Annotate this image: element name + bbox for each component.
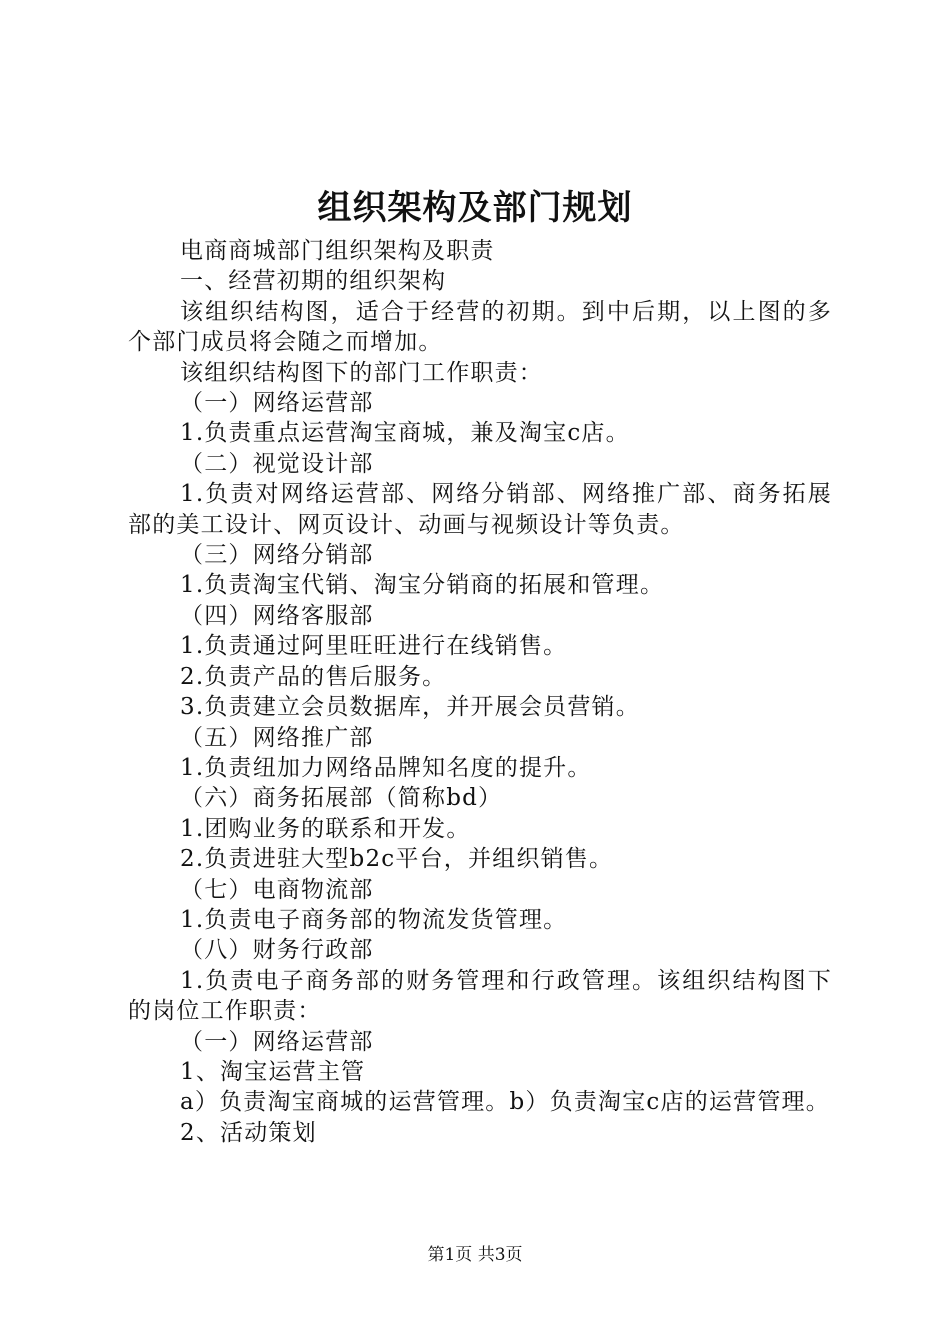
- duty-item: 1.负责重点运营淘宝商城，兼及淘宝c店。: [180, 420, 630, 447]
- paragraph: 该组织结构图，适合于经营的初期。到中后期，以上图的多个部门成员将会随之而增加。: [128, 298, 832, 356]
- duty-item: 1.负责通过阿里旺旺进行在线销售。: [180, 633, 568, 660]
- section-heading: 一、经营初期的组织架构: [180, 268, 447, 295]
- duty-item: 3.负责建立会员数据库，并开展会员营销。: [180, 694, 640, 721]
- department-heading: （八）财务行政部: [180, 937, 374, 964]
- document-body: [128, 236, 832, 1148]
- department-heading: （七）电商物流部: [180, 876, 374, 903]
- duty-item: 1.负责对网络运营部、网络分销部、网络推广部、商务拓展部的美工设计、网页设计、动画与视频设计等负责。: [128, 481, 832, 538]
- duty-item: 2.负责进驻大型b2c平台，并组织销售。: [180, 846, 614, 873]
- department-heading: （四）网络客服部: [180, 602, 374, 629]
- position-heading: 1、淘宝运营主管: [180, 1058, 366, 1085]
- duty-item: 1.团购业务的联系和开发。: [180, 815, 471, 842]
- position-heading: 2、活动策划: [180, 1119, 317, 1146]
- duty-item: 2.负责产品的售后服务。: [180, 663, 447, 690]
- department-heading: （一）网络运营部: [180, 390, 374, 417]
- department-heading: （二）视觉设计部: [180, 450, 374, 477]
- department-heading: （六）商务拓展部（简称bd）: [180, 785, 503, 812]
- department-heading: （三）网络分销部: [180, 542, 374, 569]
- paragraph: 电商商城部门组织架构及职责: [180, 238, 495, 264]
- page-number-footer: 第1页 共3页: [427, 1245, 523, 1265]
- duty-item: a）负责淘宝商城的运营管理。b）负责淘宝c店的运营管理。: [180, 1089, 830, 1116]
- duty-item: 1.负责淘宝代销、淘宝分销商的拓展和管理。: [180, 572, 665, 599]
- duty-item: 1.负责电子商务部的财务管理和行政管理。该组织结构图下的岗位工作职责：: [128, 967, 832, 1025]
- document-title: 组织架构及部门规划: [317, 188, 633, 228]
- paragraph: 该组织结构图下的部门工作职责：: [180, 359, 543, 386]
- department-heading: （五）网络推广部: [180, 724, 374, 751]
- duty-item: 1.负责电子商务部的物流发货管理。: [180, 906, 568, 933]
- department-heading: （一）网络运营部: [180, 1028, 374, 1055]
- duty-item: 1.负责纽加力网络品牌知名度的提升。: [180, 754, 592, 781]
